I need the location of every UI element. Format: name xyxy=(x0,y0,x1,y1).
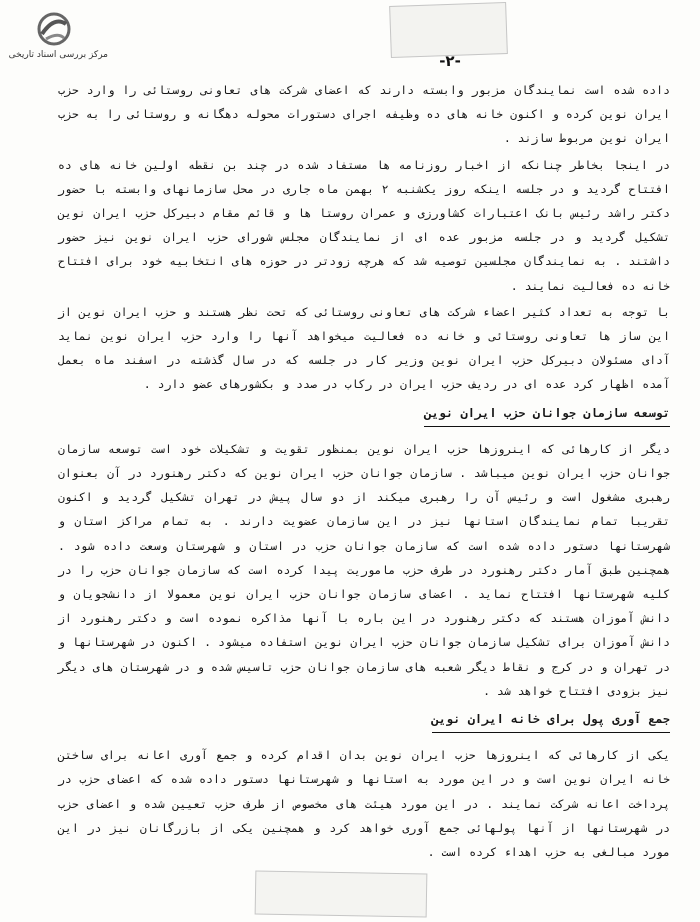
paragraph: در اینجا بخاطر چنانکه از اخبار روزنامه ها مستفاد شده در چند بن نقطه اولین خانه های ده افتتاح گردید و در جلسه اینکه روز یکشنبه ۲ بهمن ماه جاری در محل سازمانهای وابسته با حضور دکتر راشد رئیس بانک اعتبارات کشاورزی و عمران روستا ها و قائم مقام دبیرکل حزب ایران نوین تشکیل گردید و در جلسه مزبور عده ای از نمایندگان مجلس شورای حزب ایران نوین نیز حضور داشتند . به نمایندگان مجلسین توصیه شد که هرچه زودتر در حوزه های انتخابیه خود برای افتتاح خانه ده فعالیت نمایند . xyxy=(58,157,670,293)
paragraph: دیگر از کارهائی که اینروزها حزب ایران نوین بمنظور تقویت و تشکیلات خود است توسعه سازمان جوانان حزب ایران نوین میباشد . سازمان جوانان حزب ایران نوین که دکتر رهنورد در آن بعنوان رهبری مشغول است و رئیس آن را رهبری میکند از دو سال پیش در تهران تشکیل گردید و اکنون تقریبا تمام نمایندگان استانها نیز در این سازمان عضویت دارند . به تمام مراکز استان و شهرستانها دستور داده شده است که سازمان جوانان حزب در استان و شهرستان وسعت داده شود . همچنین طبق آمار دکتر رهنورد در طرف حزب ماموریت پیدا کرده است که سازمان جوانان حزب را در کلیه شهرستانها افتتاح نماید . اعضای سازمان جوانان حزب ایران نوین معمولا از دانشجویان و دانش آموزان هستند که دکتر رهنورد در این باره با آنها مذاکره نموده است و دکتر رهنورد از دانش آموزان برای تشکیل سازمان جوانان حزب ایران نوین استفاده میشود . اکنون در شهرستانها و در تهران و در کرج و نقاط دیگر شعبه های سازمان جوانان حزب تاسیس شده و در شهرستان های دیگر نیز بزودی افتتاح خواهد شد . xyxy=(58,441,670,698)
top-stamp xyxy=(389,2,508,58)
archive-center-logo-icon xyxy=(36,12,72,46)
document-body xyxy=(58,78,670,866)
page-number: -۲- xyxy=(439,52,461,70)
paragraph: داده شده است نمایندگان مزبور وابسته دارند که اعضای شرکت های تعاونی روستائی را وارد حزب ایران نوین کرده و اکنون خانه های ده وظیفه اجرای دستورات محوله دهگانه و روستائی را به حزب ایران نوین مربوط سازند . xyxy=(58,83,670,146)
paragraph: یکی از کارهائی که اینروزها حزب ایران نوین بدان اقدام کرده و جمع آوری اعانه برای ساختن خانه ایران نوین است و در این مورد به استانها و شهرستانها دستور داده شده که اعضای حزب در پرداخت اعانه شرکت نمایند . در این مورد هیئت های مخصوص از طرف حزب تعیین شده و اعضای حزب در شهرستانها از آنها پولهائی جمع آوری خواهد کرد و همچنین یکی از بازرگانان نیز در این مورد مبالغی به حزب اهداء کرده است . xyxy=(58,748,670,860)
archive-logo xyxy=(8,12,108,62)
bottom-stamp xyxy=(255,871,428,918)
paragraph: با توجه به تعداد کثیر اعضاء شرکت های تعاونی روستائی که تحت نظر هستند و حزب ایران نوین از این ساز ها تعاونی روستائی و خانه ده فعالیت میخواهد آنها را وارد حزب ایران نوین نماید آدای مسئولان دبیرکل حزب ایران نوین وزیر کار در جلسه که در سال گذشته در اسفند ماه بعمل آمده اظهار کرد عده ای در ردیف حزب ایران در رکاب در صدد و بکشورهای عضو دارد . xyxy=(58,304,670,392)
section-heading-youth: توسعه سازمان جوانان حزب ایران نوین xyxy=(424,401,670,427)
logo-text: مرکز بررسی اسناد تاریخی xyxy=(8,50,108,60)
section-heading-donations: جمع آوری پول برای خانه ایران نوین xyxy=(432,707,670,733)
